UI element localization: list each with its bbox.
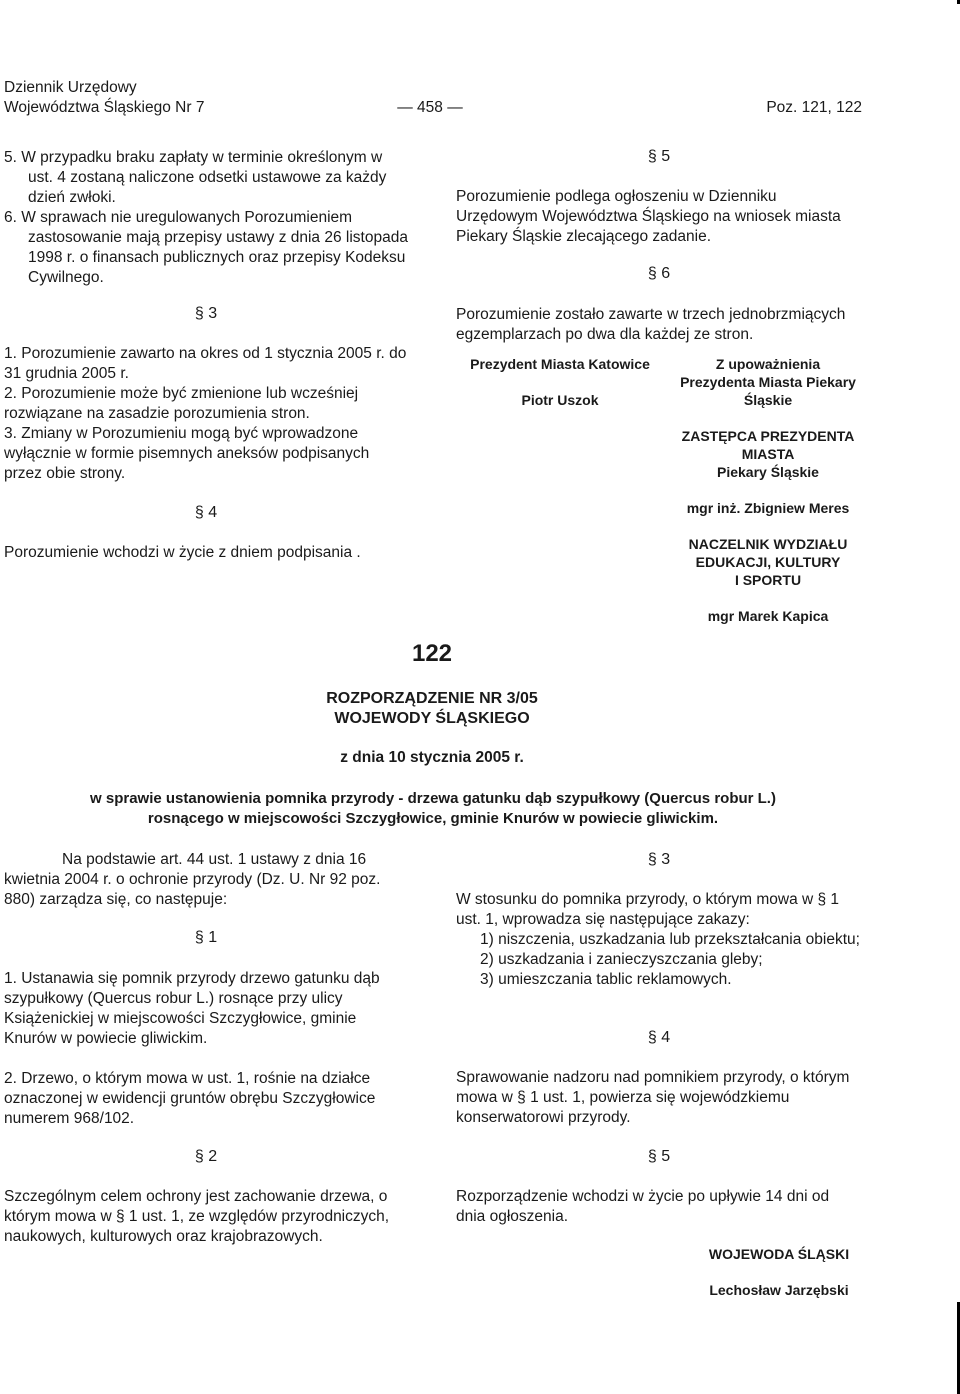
page-number: — 458 — — [397, 99, 463, 116]
section-3-reg-heading: § 3 — [647, 851, 671, 868]
section-5-reg-heading: § 5 — [647, 1148, 671, 1165]
item-5: 5. W przypadku braku zapłaty w terminie określonym w ust. 4 zostaną naliczone odsetki ustawowe za każdy dzień zwłoki. — [4, 149, 387, 206]
regulation-date: z dnia 10 stycznia 2005 r. — [340, 749, 524, 766]
prohibitions-list — [480, 930, 862, 990]
signature-deputy-title3: Piekary Śląskie — [717, 464, 819, 480]
signature-deputy-name: mgr inż. Zbigniew Meres — [686, 500, 850, 516]
regulation-title-line1: ROZPORZĄDZENIE NR 3/05 — [326, 690, 538, 707]
regulation-subject — [10, 789, 856, 829]
regulation-title-line2: WOJEWODY ŚLĄSKIEGO — [334, 710, 530, 727]
voivode-title: WOJEWODA ŚLĄSKI — [708, 1246, 850, 1262]
signature-katowice-title: Prezydent Miasta Katowice — [470, 356, 650, 372]
section-6-text: Porozumienie zostało zawarte w trzech jednobrzmiących egzemplarzach po dwa dla każdej ze stron. — [456, 306, 846, 343]
prohibition-item: 2) uszkadzania i zanieczyszczania gleby; — [480, 951, 763, 968]
section-3-item-3: 3. Zmiany w Porozumieniu mogą być wprowadzone wyłącznie w formie pisemnych aneksów podpisanych przez obie strony. — [4, 425, 370, 482]
regulation-subject-line2: rosnącego w miejscowości Szczygłowice, gminie Knurów w powiecie gliwickim. — [147, 810, 719, 827]
position-number: Poz. 121, 122 — [766, 99, 862, 116]
journal-title — [4, 78, 264, 118]
section-4-reg-text: Sprawowanie nadzoru nad pomnikiem przyrody, o którym mowa w § 1 ust. 1, powierza się wojewódzkiemu konserwatorowi przyrody. — [456, 1069, 850, 1126]
section-1-item-2: 2. Drzewo, o którym mowa w ust. 1, rośnie na działce oznaczonej w ewidencji gruntów obrębu Szczygłowice numerem 968/102. — [4, 1070, 376, 1127]
signature-head-title2: EDUKACJI, KULTURY — [695, 554, 841, 570]
voivode-name: Lechosław Jarzębski — [709, 1282, 849, 1298]
legal-basis: Na podstawie art. 44 ust. 1 ustawy z dnia 16 kwietnia 2004 r. o ochronie przyrody (Dz. U. Nr 92 poz. 880) zarządza się, co następuje: — [4, 851, 381, 908]
signature-piekary-title2: Prezydenta Miasta Piekary — [680, 374, 856, 390]
signature-head-title1: NACZELNIK WYDZIAŁU — [688, 536, 848, 552]
regulation-title — [230, 689, 634, 729]
prohibition-item: 1) niszczenia, uszkadzania lub przekształcania obiektu; — [480, 931, 860, 948]
section-3-reg-intro: W stosunku do pomnika przyrody, o którym mowa w § 1 ust. 1, wprowadza się następujące zakazy: — [456, 891, 840, 928]
section-1-item-1: 1. Ustanawia się pomnik przyrody drzewo gatunku dąb szypułkowy (Quercus robur L.) rosnące przy ulicy Książenickiej w miejscowości Szczygłowice, gminie Knurów w powiecie gliwickim. — [4, 970, 380, 1047]
section-3-item-1: 1. Porozumienie zawarto na okres od 1 stycznia 2005 r. do 31 grudnia 2005 r. — [4, 345, 407, 382]
signature-deputy-title1: ZASTĘPCA PREZYDENTA — [681, 428, 855, 444]
section-4-reg-heading: § 4 — [647, 1029, 671, 1046]
section-3-heading: § 3 — [194, 305, 218, 322]
section-5-heading: § 5 — [647, 148, 671, 165]
prohibition-item: 3) umieszczania tablic reklamowych. — [480, 971, 732, 988]
regulation-number: 122 — [411, 640, 453, 667]
signature-piekary-title1: Z upoważnienia — [715, 356, 821, 372]
section-1-heading: § 1 — [194, 929, 218, 946]
regulation-subject-line1: w sprawie ustanowienia pomnika przyrody - drzewa gatunku dąb szypułkowy (Quercus robur L.) — [90, 790, 776, 807]
left-top-column — [4, 148, 408, 288]
section-2-heading: § 2 — [194, 1148, 218, 1165]
journal-title-line1: Dziennik Urzędowy — [4, 79, 137, 96]
section-5-reg-text: Rozporządzenie wchodzi w życie po upływie 14 dni od dnia ogłoszenia. — [456, 1188, 830, 1225]
section-4-text: Porozumienie wchodzi w życie z dniem podpisania . — [4, 544, 361, 561]
section-4-heading: § 4 — [194, 504, 218, 521]
section-2-text: Szczególnym celem ochrony jest zachowanie drzewa, o którym mowa w § 1 ust. 1, ze względów przyrodniczych, naukowych, kulturowych oraz krajobrazowych. — [4, 1188, 390, 1245]
section-6-heading: § 6 — [647, 265, 671, 282]
signature-katowice-name: Piotr Uszok — [521, 392, 599, 408]
section-5-text: Porozumienie podlega ogłoszeniu w Dzienniku Urzędowym Województwa Śląskiego na wniosek miasta Piekary Śląskie zlecającego zadanie. — [456, 188, 841, 245]
section-3-body — [4, 344, 408, 484]
journal-title-line2: Województwa Śląskiego Nr 7 — [4, 99, 205, 116]
signature-deputy-title2: MIASTA — [741, 446, 795, 462]
signature-head-title3: I SPORTU — [734, 572, 802, 588]
signature-head-name: mgr Marek Kapica — [707, 608, 829, 624]
item-6: 6. W sprawach nie uregulowanych Porozumieniem zastosowanie mają przepisy ustawy z dnia 26 listopada 1998 r. o finansach publicznych oraz przepisy Kodeksu Cywilnego. — [4, 209, 408, 286]
signature-piekary — [672, 355, 864, 625]
section-3-item-2: 2. Porozumienie może być zmienione lub wcześniej rozwiązane na zasadzie porozumienia stron. — [4, 385, 359, 422]
signature-katowice — [456, 355, 664, 409]
signature-piekary-title3: Śląskie — [743, 392, 793, 408]
